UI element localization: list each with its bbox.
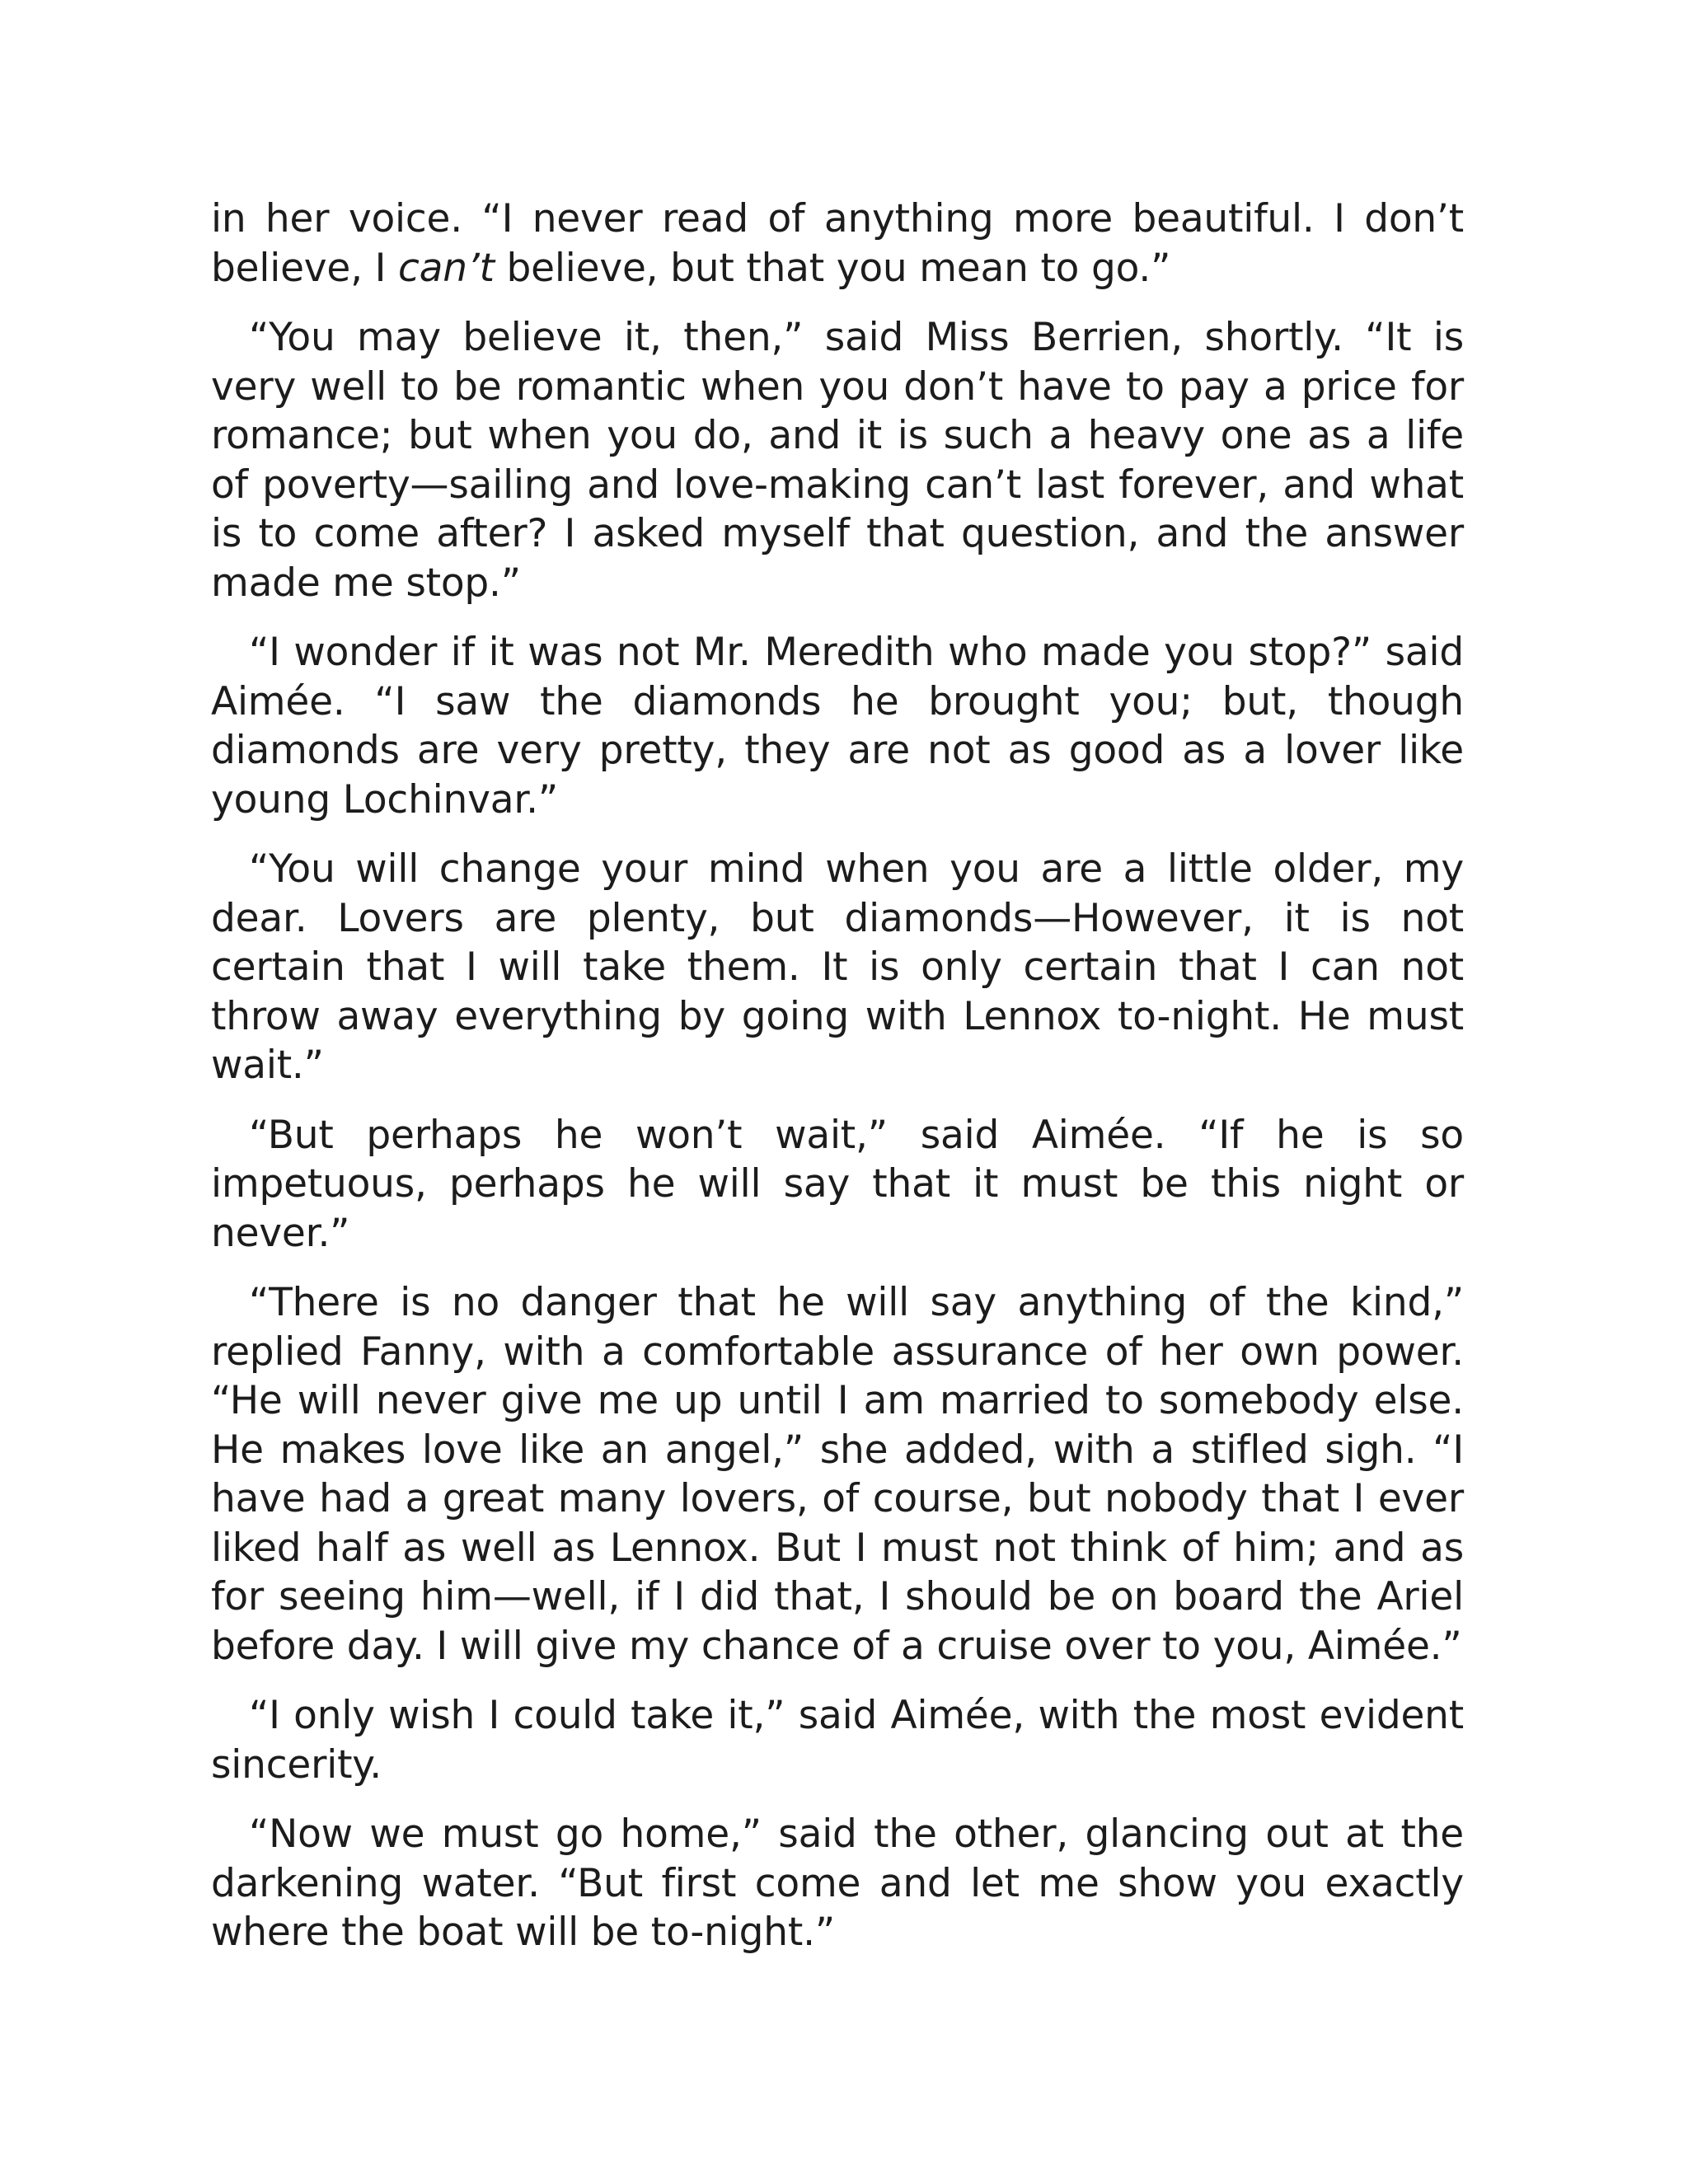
paragraph-2: “You may believe it, then,” said Miss Berrien, shortly. “It is very well to be romantic when you don’t have to pay a price for romance; but when you do, and it is such a heavy one as a life of poverty—sailing and love-making can’t last forever, and what is to come after? I asked myself that question, and the answer made me stop.”	[211, 315, 1464, 606]
paragraph-3: “I wonder if it was not Mr. Meredith who made you stop?” said Aimée. “I saw the diamonds he brought you; but, though diamonds are very pretty, they are not as good as a lover like young Lochinvar.”	[211, 630, 1464, 823]
paragraph-4: “You will change your mind when you are a little older, my dear. Lovers are plenty, but diamonds—However, it is not certain that I will take them. It is only certain that I can not throw away everything by going with Lennox to-night. He must wait.”	[211, 846, 1464, 1088]
paragraph-1	[211, 194, 1464, 293]
paragraph-5: “But perhaps he won’t wait,” said Aimée. “If he is so impetuous, perhaps he will say that it must be this night or never.”	[211, 1112, 1464, 1256]
text-column	[211, 194, 1464, 1978]
emphasis-cant: can’t	[398, 245, 495, 291]
paragraph-8: “Now we must go home,” said the other, glancing out at the darkening water. “But first come and let me show you exactly where the boat will be to-night.”	[211, 1811, 1464, 1955]
paragraph-7: “I only wish I could take it,” said Aimée, with the most evident sincerity.	[211, 1693, 1464, 1788]
paragraph-1-text-start: in her voice. “I never read of anything more beautiful. I don’t believe, I	[211, 196, 1464, 291]
paragraph-6: “There is no danger that he will say anything of the kind,” replied Fanny, with a comfortable assurance of her own power. “He will never give me up until I am married to somebody else. He makes love like an angel,” she added, with a stifled sigh. “I have had a great many lovers, of course, but nobody that I ever liked half as well as Lennox. But I must not think of him; and as for seeing him—well, if I did that, I should be on board the Ariel before day. I will give my chance of a cruise over to you, Aimée.”	[211, 1280, 1464, 1669]
paragraph-1-text-end: believe, but that you mean to go.”	[494, 245, 1171, 291]
